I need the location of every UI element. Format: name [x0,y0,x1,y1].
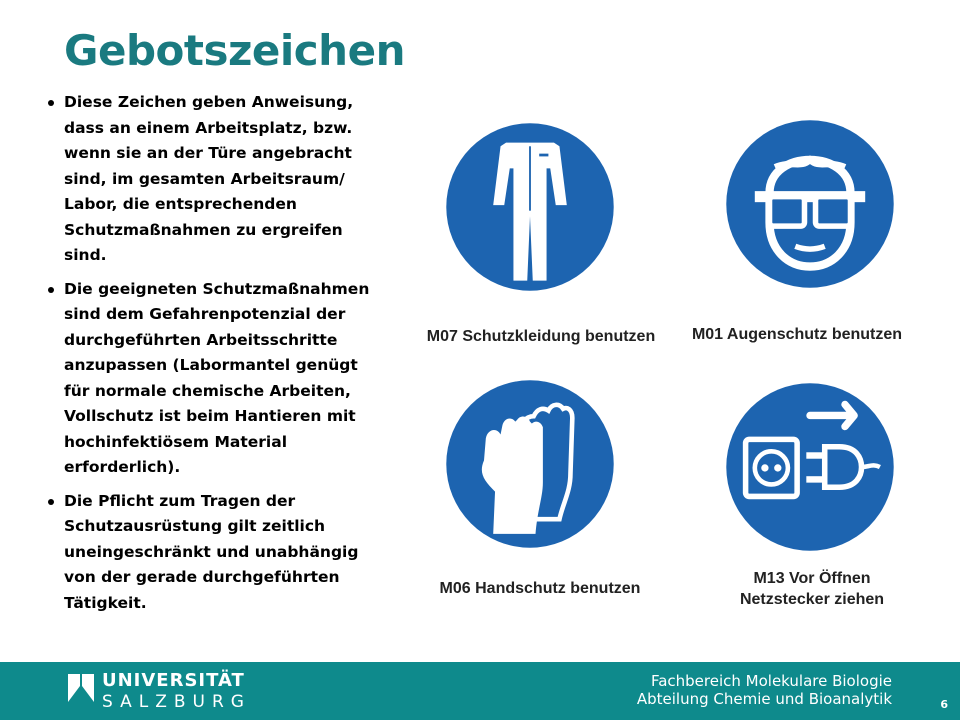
slide-title: Gebotszeichen [64,26,405,75]
gloves-icon [438,372,622,556]
department-info [637,672,892,708]
sign-caption-m07: M07 Schutzkleidung benutzen [426,328,656,345]
bullet-list [46,90,386,624]
bullet-item: Die Pflicht zum Tragen der Schutzausrüstung gilt zeitlich uneingeschränkt und unabhängig von der gerade durchgeführten Tätigkeit. [46,489,386,617]
university-name: UNIVERSITÄT [102,670,245,691]
page-number: 6 [940,698,948,711]
sign-caption-m13: M13 Vor Öffnen Netzstecker ziehen [739,570,885,608]
department-line1: Fachbereich Molekulare Biologie [650,672,892,690]
unplug-icon [718,375,902,559]
bullet-item: Diese Zeichen geben Anweisung, dass an einem Arbeitsplatz, bzw. wenn sie an der Türe angebracht sind, im gesamten Arbeitsraum/ Labor, die entsprechenden Schutzmaßnahmen zu ergreifen sind. [46,90,386,269]
eye-protection-icon [718,112,902,296]
sign-caption-m01: M01 Augenschutz benutzen [691,326,903,343]
footer-bar [0,662,960,720]
university-city: SALZBURG [102,692,251,712]
bullet-item: Die geeigneten Schutzmaßnahmen sind dem Gefahrenpotenzial der durchgeführten Arbeitsschritte anzupassen (Labormantel genügt für normale chemische Arbeiten, Vollschutz ist beim Hantieren mit hochinfektiösem Material erforderlich). [46,277,386,481]
sign-caption-m06: M06 Handschutz benutzen [439,580,641,597]
department-line2: Abteilung Chemie und Bioanalytik [636,690,892,708]
protective-clothing-icon [438,115,622,299]
university-logo-icon [66,672,96,704]
